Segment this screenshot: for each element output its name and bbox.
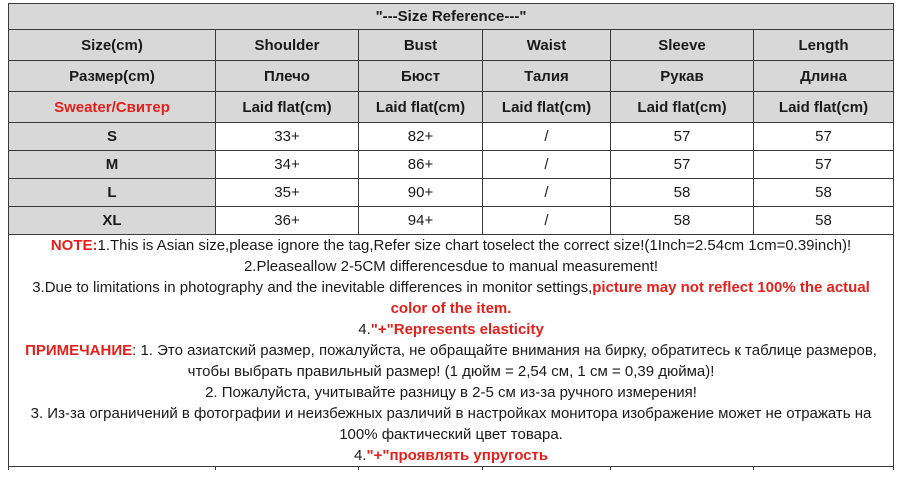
note-label: ПРИМЕЧАНИЕ <box>25 342 133 359</box>
note-line-6 <box>9 340 893 361</box>
product-label: Sweater/Свитер <box>9 92 216 123</box>
header-sleeve-en: Sleeve <box>611 30 754 61</box>
table-row-l <box>9 179 894 207</box>
header-bust-ru: Бюст <box>359 61 483 92</box>
note-text: 2.Pleaseallow 2-5CM differencesdue to manual measurement! <box>243 258 659 275</box>
sleeve-value: 57 <box>611 123 754 151</box>
header-row-en <box>9 30 894 61</box>
notes-section <box>9 235 894 467</box>
length-value: 58 <box>754 207 894 235</box>
table-title: "---Size Reference---" <box>9 4 894 30</box>
note-line-8 <box>9 382 893 403</box>
length-value: 57 <box>754 123 894 151</box>
note-line-4 <box>9 298 893 319</box>
length-value: 57 <box>754 151 894 179</box>
laid-flat-label: Laid flat(cm) <box>483 92 611 123</box>
size-label: XL <box>9 207 216 235</box>
empty-cell <box>359 467 483 471</box>
shoulder-value: 35+ <box>216 179 359 207</box>
empty-cell <box>216 467 359 471</box>
shoulder-value: 36+ <box>216 207 359 235</box>
waist-value: / <box>483 207 611 235</box>
laid-flat-label: Laid flat(cm) <box>216 92 359 123</box>
header-sleeve-ru: Рукав <box>611 61 754 92</box>
header-bust-en: Bust <box>359 30 483 61</box>
empty-cell <box>754 467 894 471</box>
laid-flat-row <box>9 92 894 123</box>
note-text: : 1. Это азиатский размер, пожалуйста, не обращайте внимания на бирку, обратитесь к таблице размеров, <box>132 342 877 359</box>
note-line-1 <box>9 235 893 256</box>
table-row-s <box>9 123 894 151</box>
note-text: 4. <box>353 447 367 464</box>
note-text: 3.Due to limitations in photography and the inevitable differences in monitor settings, <box>32 279 593 296</box>
table-row-xl <box>9 207 894 235</box>
laid-flat-label: Laid flat(cm) <box>611 92 754 123</box>
size-label: S <box>9 123 216 151</box>
header-waist-en: Waist <box>483 30 611 61</box>
empty-cell <box>9 467 216 471</box>
sleeve-value: 57 <box>611 151 754 179</box>
notes-row <box>9 235 894 467</box>
waist-value: / <box>483 123 611 151</box>
sleeve-value: 58 <box>611 207 754 235</box>
note-text: 1.This is Asian size,please ignore the tag,Refer size chart toselect the correct size!(1Inch=2.54cm 1cm=0.39inch)! <box>97 237 852 254</box>
note-red-text: "+"Represents elasticity <box>370 321 544 338</box>
note-text: 3. Из-за ограничений в фотографии и неизбежных различий в настройках монитора изображение может не отражать на <box>30 405 872 422</box>
header-size-ru: Размер(cm) <box>9 61 216 92</box>
size-label: M <box>9 151 216 179</box>
note-text: 100% фактический цвет товара. <box>339 426 563 443</box>
bust-value: 86+ <box>359 151 483 179</box>
bust-value: 90+ <box>359 179 483 207</box>
header-waist-ru: Талия <box>483 61 611 92</box>
partial-next-row <box>9 467 894 471</box>
note-line-5 <box>9 319 893 340</box>
header-size-en: Size(cm) <box>9 30 216 61</box>
note-line-2 <box>9 256 893 277</box>
bust-value: 82+ <box>359 123 483 151</box>
size-label: L <box>9 179 216 207</box>
note-label: NOTE: <box>50 237 98 254</box>
note-red-text: picture may not reflect 100% the actual <box>592 279 870 296</box>
shoulder-value: 33+ <box>216 123 359 151</box>
note-line-10 <box>9 424 893 445</box>
note-line-3 <box>9 277 893 298</box>
sleeve-value: 58 <box>611 179 754 207</box>
empty-cell <box>611 467 754 471</box>
note-text: чтобы выбрать правильный размер! (1 дюйм = 2,54 см, 1 см = 0,39 дюйма)! <box>187 363 715 380</box>
empty-cell <box>483 467 611 471</box>
header-length-ru: Длина <box>754 61 894 92</box>
note-red-text: color of the item. <box>390 300 512 317</box>
waist-value: / <box>483 151 611 179</box>
note-line-11 <box>9 445 893 466</box>
shoulder-value: 34+ <box>216 151 359 179</box>
note-line-7 <box>9 361 893 382</box>
note-red-text: "+"проявлять упругость <box>366 447 549 464</box>
header-length-en: Length <box>754 30 894 61</box>
header-shoulder-ru: Плечо <box>216 61 359 92</box>
title-row <box>9 4 894 30</box>
laid-flat-label: Laid flat(cm) <box>754 92 894 123</box>
note-text: 4. <box>358 321 371 338</box>
table-row-m <box>9 151 894 179</box>
note-text: 2. Пожалуйста, учитывайте разницу в 2-5 см из-за ручного измерения! <box>205 384 697 401</box>
length-value: 58 <box>754 179 894 207</box>
waist-value: / <box>483 179 611 207</box>
note-line-9 <box>9 403 893 424</box>
header-row-ru <box>9 61 894 92</box>
bust-value: 94+ <box>359 207 483 235</box>
header-shoulder-en: Shoulder <box>216 30 359 61</box>
size-reference-table <box>8 3 894 470</box>
laid-flat-label: Laid flat(cm) <box>359 92 483 123</box>
